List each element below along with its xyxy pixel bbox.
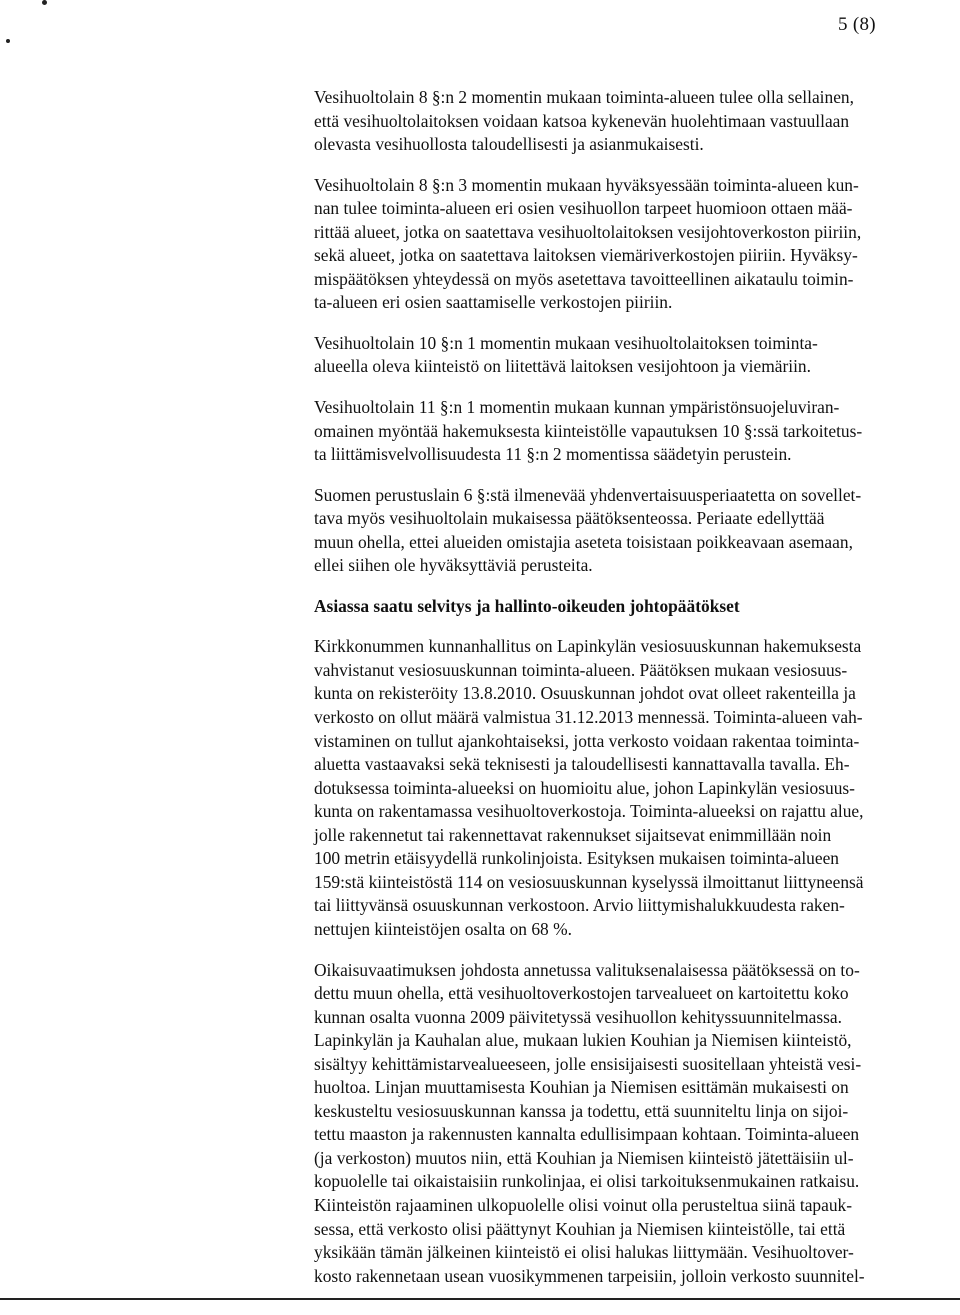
text-line: dotuksessa toiminta-alueeksi on huomioitu alue, johon Lapinkylän vesiosuus- [314,777,855,798]
bottom-rule [0,1298,960,1300]
text-line: sekä alueet, jotka on saatettava laitoksen viemäriverkostojen piiriin. Hyväksy- [314,245,858,266]
text-line: huoltoa. Linjan muuttamisesta Kouhian ja Niemisen esittämän mukaisesti on [314,1077,849,1098]
text-line: Kirkkonummen kunnanhallitus on Lapinkylän vesiosuuskunnan hakemuksesta [314,636,862,657]
document-body [314,86,934,1288]
text-line: nettujen kiinteistöjen osalta on 68 %. [314,918,572,939]
paragraph [314,635,934,941]
paragraph [314,959,934,1289]
text-line: tava myös vesihuoltolain mukaisessa päätöksenteossa. Periaate edellyttää [314,508,825,529]
text-line: mispäätöksen yhteydessä on myös asetettava tavoitteellinen aikataulu toimin- [314,268,854,289]
paragraph [314,86,934,157]
text-line: kunnan osalta vuonna 2009 päivitetyssä vesihuollon kehityssuunnitelmassa. [314,1006,842,1027]
text-line: että vesihuoltolaitoksen voidaan katsoa kykenevän huolehtimaan vastuullaan [314,110,850,131]
paragraph [314,174,934,315]
text-line: Vesihuoltolain 11 §:n 1 momentin mukaan kunnan ympäristönsuojeluviran- [314,397,840,418]
text-line: kosto rakennetaan usean vuosikymmenen tarpeisiin, jolloin verkosto suunnitel- [314,1265,865,1286]
text-line: kunta on rakentamassa vesihuoltoverkostoja. Toiminta-alueeksi on rajattu alue, [314,801,864,822]
page-number: 5 (8) [838,14,876,35]
text-line: tai liittyvänsä osuuskunnan verkostoon. Arvio liittymishalukkuudesta raken- [314,895,845,916]
text-line: (ja verkoston) muutos niin, että Kouhian ja Niemisen kiinteistö jätettäisiin ul- [314,1147,854,1168]
text-line: kopuolelle tai oikaistaisiin runkolinjaa, ei olisi tarkoituksenmukainen ratkaisu. [314,1171,860,1192]
text-line: keskusteltu vesiosuuskunnan kanssa ja todettu, että suunniteltu linja on sijoi- [314,1100,849,1121]
text-line: vahvistanut vesiosuuskunnan toiminta-alueen. Päätöksen mukaan vesiosuus- [314,659,848,680]
text-line: vistaminen on tullut ajankohtaiseksi, jotta verkosto voidaan rakentaa toiminta- [314,730,860,751]
paragraph [314,484,934,578]
text-line: muun ohella, ettei alueiden omistajia aseteta toisistaan poikkeavaan asemaan, [314,531,853,552]
text-line: Oikaisuvaatimuksen johdosta annetussa valituksenalaisessa päätöksessä on to- [314,959,860,980]
text-line: 100 metrin etäisyydellä runkolinjoista. Esityksen mukaisen toiminta-alueen [314,848,839,869]
text-line: aluetta vastaavaksi sekä teknisesti ja taloudellisesti kannattavalla tavalla. Eh- [314,754,850,775]
text-line: ta-alueen eri osien saattamiselle verkostojen piiriin. [314,292,673,313]
text-line: ta liittämisvelvollisuudesta 11 §:n 2 momentissa säädetyin perustein. [314,444,792,465]
text-line: ellei siihen ole hyväksyttäviä perusteita. [314,555,593,576]
text-line: Vesihuoltolain 8 §:n 3 momentin mukaan hyväksyessään toiminta-alueen kun- [314,174,859,195]
text-line: dettu muun ohella, että vesihuoltoverkostojen tarvealueet on kartoitettu koko [314,983,849,1004]
paragraph [314,396,934,467]
text-line: Lapinkylän ja Kauhalan alue, mukaan lukien Kouhian ja Niemisen kiinteistö, [314,1030,852,1051]
text-line: kunta on rekisteröity 13.8.2010. Osuuskunnan johdot ovat olleet rakenteilla ja [314,683,856,704]
paragraph [314,332,934,379]
text-line: rittää alueet, jotka on saatettava vesihuoltolaitoksen vesijohtoverkoston piiriin, [314,221,862,242]
text-line: jolle rakennetut tai rakennettavat rakennukset sijaitsevat enimmillään noin [314,824,832,845]
text-line: Vesihuoltolain 10 §:n 1 momentin mukaan vesihuoltolaitoksen toiminta- [314,332,818,353]
text-line: sessa, että verkosto olisi päättynyt Kouhian ja Niemisen kiinteistölle, tai että [314,1218,846,1239]
text-line: Kiinteistön rajaaminen ulkopuolelle olisi voinut olla perusteltua siinä tapauk- [314,1194,853,1215]
text-line: Vesihuoltolain 8 §:n 2 momentin mukaan toiminta-alueen tulee olla sellainen, [314,87,854,107]
text-line: yksikään tämän jälkeinen kiinteistö ei olisi halukas liittymään. Vesihuoltover- [314,1242,854,1263]
text-line: olevasta vesihuollosta taloudellisesti ja asianmukaisesti. [314,134,704,155]
text-line: sisältyy kehittämistarvealueeseen, jolle ensisijaisesti suositellaan yhteistä vesi- [314,1053,862,1074]
text-line: alueella oleva kiinteistö on liitettävä laitoksen vesijohtoon ja viemäriin. [314,356,811,377]
text-line: verkosto on ollut määrä valmistua 31.12.2013 mennessä. Toiminta-alueen vah- [314,707,863,728]
section-heading: Asiassa saatu selvitys ja hallinto-oikeuden johtopäätökset [314,595,740,616]
text-line: omainen myöntää hakemuksesta kiinteistölle vapautuksen 10 §:ssä tarkoitetus- [314,420,863,441]
text-line: 159:stä kiinteistöstä 114 on vesiosuuskunnan kyselyssä ilmoittanut liittyneensä [314,871,864,892]
text-line: nan tulee toiminta-alueen eri osien vesihuollon tarpeet huomioon ottaen mää- [314,198,853,219]
scan-speck [42,0,47,5]
scan-speck [6,39,10,43]
text-line: Suomen perustuslain 6 §:stä ilmenevää yhdenvertaisuusperiaatetta on sovellet- [314,484,862,505]
text-line: tettu maaston ja rakennusten kannalta edullisimpaan kohtaan. Toiminta-alueen [314,1124,860,1145]
